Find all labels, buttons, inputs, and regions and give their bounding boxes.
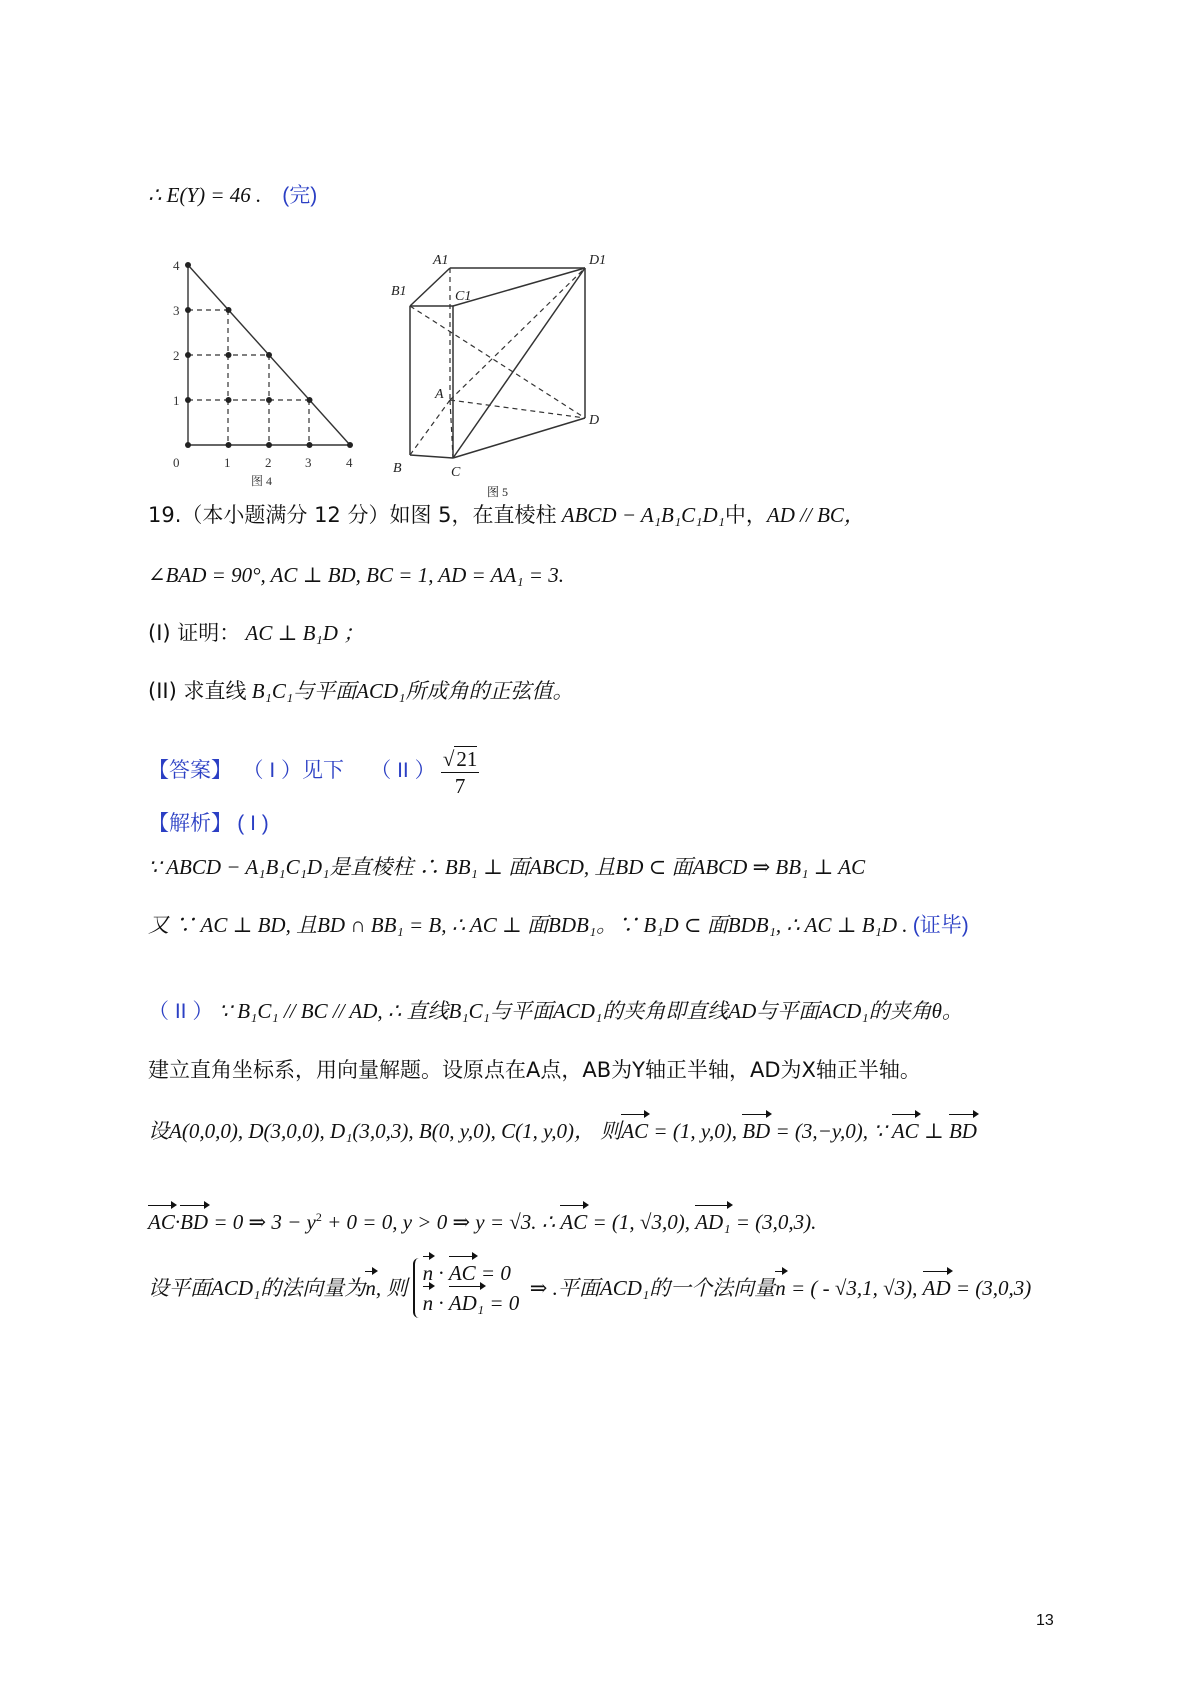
fig5-caption: 图 5 — [487, 485, 509, 499]
result-line — [148, 180, 317, 211]
step7-c: ⇒ .平面ACD₁的一个法向量 — [529, 1276, 776, 1300]
lattice-point — [226, 442, 232, 448]
vec-bd-1: BD — [742, 1116, 770, 1146]
conditions-expr: ∠BAD = 90°, AC ⊥ BD, BC = 1, AD = AA₁ = 3. — [148, 563, 564, 587]
lattice-point — [226, 397, 232, 403]
lattice-point — [185, 307, 191, 313]
parallel-expr: AD // BC， — [766, 503, 865, 527]
fig4-x-tick-4: 4 — [346, 455, 353, 470]
step6-c: + 0 = 0, y > 0 ⇒ y = √3. ∴ — [321, 1210, 561, 1234]
answer-fraction: $\frac{√21}{7}$ — [442, 746, 478, 798]
answer-den: 7 — [454, 773, 466, 798]
equation-system — [413, 1258, 520, 1318]
fig4-caption: 图 4 — [251, 474, 273, 488]
fig4-y-tick-3: 3 — [173, 303, 180, 318]
vec-ad1-1: AD₁ — [695, 1207, 730, 1237]
lattice-point — [266, 442, 272, 448]
step3-text: ∵ B₁C₁ // BC // AD, ∴ 直线B₁C₁与平面ACD₁的夹角即直线AD与平面ACD₁的夹角θ。 — [218, 999, 963, 1023]
proof-done-tag: (证毕) — [912, 914, 969, 937]
analysis-step2 — [148, 910, 969, 941]
analysis-step4 — [148, 1055, 921, 1085]
part1-expr: AC ⊥ B₁D ； — [245, 621, 365, 645]
fig4-y-tick-4: 4 — [173, 258, 180, 273]
lattice-point — [347, 442, 353, 448]
figure-5 — [391, 250, 675, 500]
vec-n-4: n — [775, 1273, 786, 1303]
problem-conditions — [148, 560, 564, 590]
fig4-x-tick-0: 0 — [173, 455, 180, 470]
fig5-label-b: B — [393, 461, 402, 476]
sys1-eq: = 0 — [475, 1261, 511, 1285]
problem-header-text: 19.（本小题满分 12 分）如图 5，在直棱柱 — [148, 503, 557, 527]
part2-expr: B₁C₁与平面ACD₁所成角的正弦值。 — [251, 679, 574, 703]
problem-header — [148, 500, 865, 530]
answer-line — [148, 740, 479, 801]
fig5-label-d1: D1 — [589, 253, 607, 268]
fig4-x-tick-1: 1 — [224, 455, 231, 470]
lattice-point — [226, 352, 232, 358]
fig5-label-b1: B1 — [391, 284, 407, 299]
square-exponent: 2 — [315, 1210, 322, 1224]
problem-part2 — [148, 676, 573, 706]
vec-ad-1: AD — [923, 1273, 951, 1303]
lattice-point — [185, 262, 191, 268]
step2-text: 又 ∵ AC ⊥ BD, 且BD ∩ BB₁ = B, ∴ AC ⊥ 面BDB₁。∵ B₁D ⊂ 面BDB₁, ∴ AC ⊥ B₁D . — [148, 913, 908, 937]
step6-e: = (3,0,3). — [730, 1210, 817, 1234]
sys2-eq: = 0 — [484, 1291, 520, 1315]
vec-n-3: n — [423, 1288, 434, 1318]
analysis-step1 — [148, 852, 865, 882]
part1-label: (I) 证明： — [148, 621, 241, 645]
problem-mid: 中， — [724, 503, 767, 527]
analysis-step3 — [148, 996, 963, 1027]
answer-p1: （ I ）见下 — [242, 759, 345, 782]
lattice-point — [266, 397, 272, 403]
vec-bd-3: BD — [180, 1207, 208, 1237]
step7-b: , 则 — [375, 1276, 408, 1300]
vec-ad1-2: AD₁ — [449, 1288, 484, 1318]
result-expr: ∴ E(Y) = 46 . — [148, 183, 262, 207]
step7-a: 设平面ACD₁的法向量为 — [148, 1276, 366, 1300]
analysis-header — [148, 808, 269, 839]
analysis-step5 — [148, 1116, 977, 1146]
lattice-point — [307, 397, 313, 403]
vec-bd-2: BD — [949, 1116, 977, 1146]
step4-text: 建立直角坐标系，用向量解题。设原点在A点，AB为Y轴正半轴，AD为X轴正半轴。 — [148, 1058, 921, 1082]
analysis-tag: 【解析】 — [148, 812, 232, 835]
fig4-y-tick-2: 2 — [173, 348, 180, 363]
vec-n-1: n — [365, 1273, 376, 1303]
part2-tag: （ II ） — [148, 1000, 214, 1023]
part2-label: (II) 求直线 — [148, 679, 247, 703]
step7-d: = ( - √3,1, √3), — [785, 1276, 923, 1300]
step6-d: = (1, √3,0), — [587, 1210, 696, 1234]
step5-a: 设A(0,0,0), D(3,0,0), D₁(3,0,3), B(0, y,0), C(1, y,0)， 则 — [148, 1119, 622, 1143]
vec-ac-1: AC — [621, 1116, 648, 1146]
figure-4 — [155, 250, 365, 490]
problem-part1 — [148, 618, 364, 648]
step5-b: = (1, y,0), — [648, 1119, 743, 1143]
sys2-dot: · — [433, 1291, 449, 1315]
fig5-label-a1: A1 — [433, 253, 449, 268]
lattice-point — [185, 352, 191, 358]
analysis-p1: ( I ) — [237, 812, 269, 835]
vec-ac-2: AC — [892, 1116, 919, 1146]
done-tag: (完) — [282, 184, 318, 207]
step5-c: = (3,−y,0), ∵ — [770, 1119, 892, 1143]
answer-p2: （ II ） — [370, 759, 436, 782]
step5-d: ⊥ — [918, 1119, 949, 1143]
fig4-y-tick-1: 1 — [173, 393, 180, 408]
step7-e: = (3,0,3) — [950, 1276, 1032, 1300]
fig4-x-tick-3: 3 — [305, 455, 312, 470]
lattice-point — [307, 442, 313, 448]
fig5-label-c1: C1 — [455, 289, 472, 304]
step6-b: = 0 ⇒ 3 − y — [208, 1210, 316, 1234]
vec-n-2: n — [423, 1258, 434, 1288]
sys1-dot: · — [433, 1261, 449, 1285]
lattice-point — [266, 352, 272, 358]
analysis-step6: AC·BD = 0 ⇒ $3 - y^2 + 0 = 0$, y > 0 ⇒ y = √3. ∴ AC = (1, √3,0), AD₁ = (3,0,3). — [148, 1202, 816, 1237]
step1-text: ∵ ABCD − A₁B₁C₁D₁是直棱柱 ∴ BB₁ ⊥ 面ABCD, 且BD ⊂ 面ABCD ⇒ BB₁ ⊥ AC — [148, 855, 866, 879]
vec-ac-4: AC — [560, 1207, 587, 1237]
answer-tag: 【答案】 — [148, 759, 232, 782]
lattice-point — [226, 307, 232, 313]
vec-ac-3: AC — [148, 1207, 175, 1237]
fig4-x-tick-2: 2 — [265, 455, 272, 470]
analysis-step7 — [148, 1258, 1031, 1318]
fig5-label-a: A — [435, 387, 444, 402]
prism-expr: ABCD − A₁B₁C₁D₁ — [561, 503, 725, 527]
lattice-point — [185, 397, 191, 403]
answer-num: 21 — [456, 746, 478, 771]
fig5-label-c: C — [451, 465, 461, 480]
page-number: 13 — [1036, 1612, 1054, 1629]
fig5-label-d: D — [589, 413, 600, 428]
lattice-point — [185, 442, 191, 448]
vec-ac-5: AC — [449, 1258, 476, 1288]
